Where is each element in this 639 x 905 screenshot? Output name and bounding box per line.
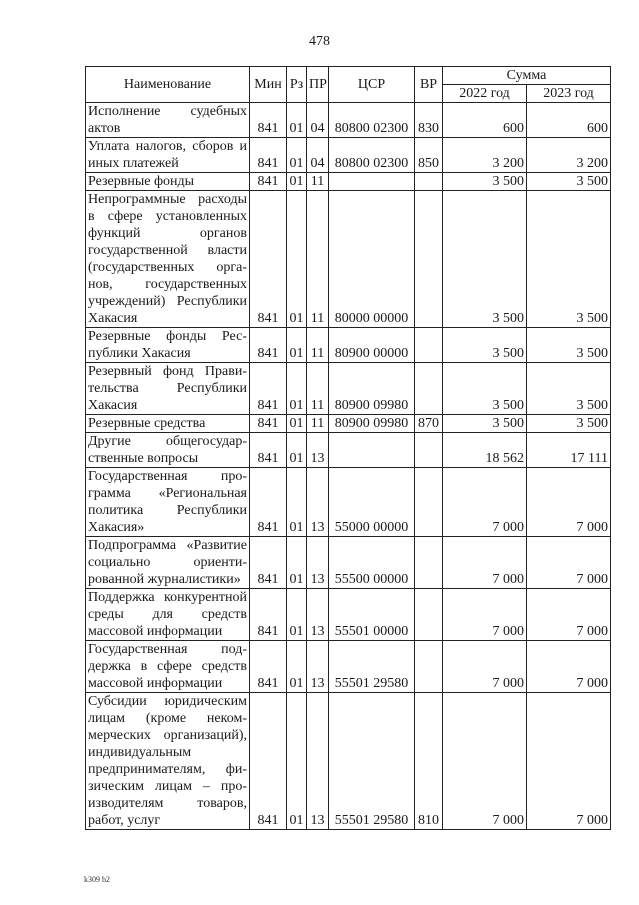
cell-csr: 80900 00000 [329, 328, 415, 363]
cell-csr: 55501 00000 [329, 589, 415, 641]
cell-2022: 3 500 [443, 328, 527, 363]
cell-vr [415, 589, 443, 641]
header-min: Мин [250, 67, 287, 103]
cell-2022: 7 000 [443, 468, 527, 537]
cell-csr: 80900 09980 [329, 363, 415, 415]
cell-rz: 01 [287, 693, 307, 830]
table-row [86, 433, 611, 468]
cell-name: Уплата налогов, сборов и иных платежей [86, 138, 250, 173]
cell-vr [415, 363, 443, 415]
cell-pr: 11 [307, 173, 329, 191]
table-row [86, 138, 611, 173]
cell-pr: 11 [307, 328, 329, 363]
header-name: Наименование [86, 67, 250, 103]
cell-min: 841 [250, 589, 287, 641]
cell-csr: 80800 02300 [329, 103, 415, 138]
cell-min: 841 [250, 138, 287, 173]
cell-pr: 13 [307, 693, 329, 830]
cell-2023: 7 000 [527, 537, 611, 589]
table-row [86, 415, 611, 433]
cell-min: 841 [250, 468, 287, 537]
table-row [86, 641, 611, 693]
header-sum: Сумма [443, 67, 611, 85]
cell-pr: 11 [307, 191, 329, 328]
page-number: 478 [309, 34, 330, 49]
cell-name: Другие общегосударственные вопросы [86, 433, 250, 468]
cell-2023: 3 200 [527, 138, 611, 173]
cell-name: Государственная программа «Региональная политика Республики Хакасия» [86, 468, 250, 537]
cell-vr [415, 537, 443, 589]
cell-pr: 04 [307, 138, 329, 173]
cell-name: Поддержка конкурентной среды для средств массовой информации [86, 589, 250, 641]
budget-table [85, 66, 611, 830]
cell-min: 841 [250, 693, 287, 830]
header-year-2023: 2023 год [527, 85, 611, 103]
cell-csr: 80800 02300 [329, 138, 415, 173]
cell-rz: 01 [287, 415, 307, 433]
table-row [86, 468, 611, 537]
cell-rz: 01 [287, 363, 307, 415]
cell-2023: 600 [527, 103, 611, 138]
cell-2022: 3 200 [443, 138, 527, 173]
cell-vr: 830 [415, 103, 443, 138]
cell-name: Резервные средства [86, 415, 250, 433]
cell-rz: 01 [287, 328, 307, 363]
cell-name: Государственная поддержка в сфере средств массовой информации [86, 641, 250, 693]
cell-pr: 13 [307, 433, 329, 468]
table-row [86, 363, 611, 415]
cell-2023: 3 500 [527, 363, 611, 415]
cell-pr: 13 [307, 468, 329, 537]
cell-csr [329, 433, 415, 468]
cell-name: Подпрограмма «Развитие социально ориентированной журналистики» [86, 537, 250, 589]
cell-2023: 3 500 [527, 173, 611, 191]
cell-min: 841 [250, 328, 287, 363]
cell-2022: 600 [443, 103, 527, 138]
cell-pr: 13 [307, 537, 329, 589]
cell-min: 841 [250, 173, 287, 191]
cell-name: Резервные фонды Республики Хакасия [86, 328, 250, 363]
cell-2022: 3 500 [443, 363, 527, 415]
cell-2023: 7 000 [527, 641, 611, 693]
cell-rz: 01 [287, 103, 307, 138]
cell-name: Резервный фонд Правительства Республики Хакасия [86, 363, 250, 415]
cell-csr: 55501 29580 [329, 693, 415, 830]
header-rz: Рз [287, 67, 307, 103]
table-row [86, 589, 611, 641]
table-row [86, 191, 611, 328]
cell-rz: 01 [287, 173, 307, 191]
cell-2023: 3 500 [527, 415, 611, 433]
cell-2022: 3 500 [443, 415, 527, 433]
cell-2022: 7 000 [443, 589, 527, 641]
cell-2022: 7 000 [443, 693, 527, 830]
header-csr: ЦСР [329, 67, 415, 103]
cell-2023: 7 000 [527, 468, 611, 537]
cell-csr: 55000 00000 [329, 468, 415, 537]
cell-2023: 3 500 [527, 191, 611, 328]
cell-2022: 3 500 [443, 173, 527, 191]
cell-name: Непрограммные расходы в сфере установленных функций органов государственной власти (государственных органов, государственных учреждений) Республики Хакасия [86, 191, 250, 328]
cell-pr: 11 [307, 415, 329, 433]
cell-rz: 01 [287, 641, 307, 693]
table-body [86, 103, 611, 830]
table-row [86, 328, 611, 363]
cell-vr [415, 173, 443, 191]
cell-pr: 13 [307, 589, 329, 641]
cell-rz: 01 [287, 537, 307, 589]
cell-2022: 7 000 [443, 537, 527, 589]
table-row [86, 693, 611, 830]
cell-vr: 810 [415, 693, 443, 830]
cell-rz: 01 [287, 589, 307, 641]
header-pr: ПР [307, 67, 329, 103]
cell-min: 841 [250, 433, 287, 468]
cell-vr [415, 433, 443, 468]
cell-2022: 7 000 [443, 641, 527, 693]
cell-2023: 17 111 [527, 433, 611, 468]
cell-2022: 18 562 [443, 433, 527, 468]
cell-vr [415, 191, 443, 328]
cell-name: Исполнение судебных актов [86, 103, 250, 138]
cell-csr: 80000 00000 [329, 191, 415, 328]
cell-rz: 01 [287, 191, 307, 328]
table-row [86, 103, 611, 138]
cell-vr [415, 328, 443, 363]
cell-rz: 01 [287, 138, 307, 173]
cell-rz: 01 [287, 468, 307, 537]
cell-csr: 55501 29580 [329, 641, 415, 693]
header-year-2022: 2022 год [443, 85, 527, 103]
cell-csr [329, 173, 415, 191]
cell-min: 841 [250, 103, 287, 138]
cell-vr [415, 641, 443, 693]
cell-vr: 870 [415, 415, 443, 433]
cell-pr: 11 [307, 363, 329, 415]
cell-min: 841 [250, 415, 287, 433]
cell-min: 841 [250, 537, 287, 589]
cell-min: 841 [250, 363, 287, 415]
table-row [86, 173, 611, 191]
cell-vr [415, 468, 443, 537]
header-vr: ВР [415, 67, 443, 103]
cell-vr: 850 [415, 138, 443, 173]
cell-2023: 7 000 [527, 693, 611, 830]
footer-code: k309 b2 [84, 875, 110, 884]
cell-pr: 04 [307, 103, 329, 138]
cell-rz: 01 [287, 433, 307, 468]
cell-pr: 13 [307, 641, 329, 693]
cell-csr: 80900 09980 [329, 415, 415, 433]
cell-2022: 3 500 [443, 191, 527, 328]
cell-min: 841 [250, 191, 287, 328]
cell-2023: 7 000 [527, 589, 611, 641]
table-row [86, 537, 611, 589]
cell-name: Резервные фонды [86, 173, 250, 191]
cell-name: Субсидии юридическим лицам (кроме некоммерческих организаций), индивидуальным предпринимателям, физическим лицам – производителям товаров, работ, услуг [86, 693, 250, 830]
cell-2023: 3 500 [527, 328, 611, 363]
cell-csr: 55500 00000 [329, 537, 415, 589]
cell-min: 841 [250, 641, 287, 693]
